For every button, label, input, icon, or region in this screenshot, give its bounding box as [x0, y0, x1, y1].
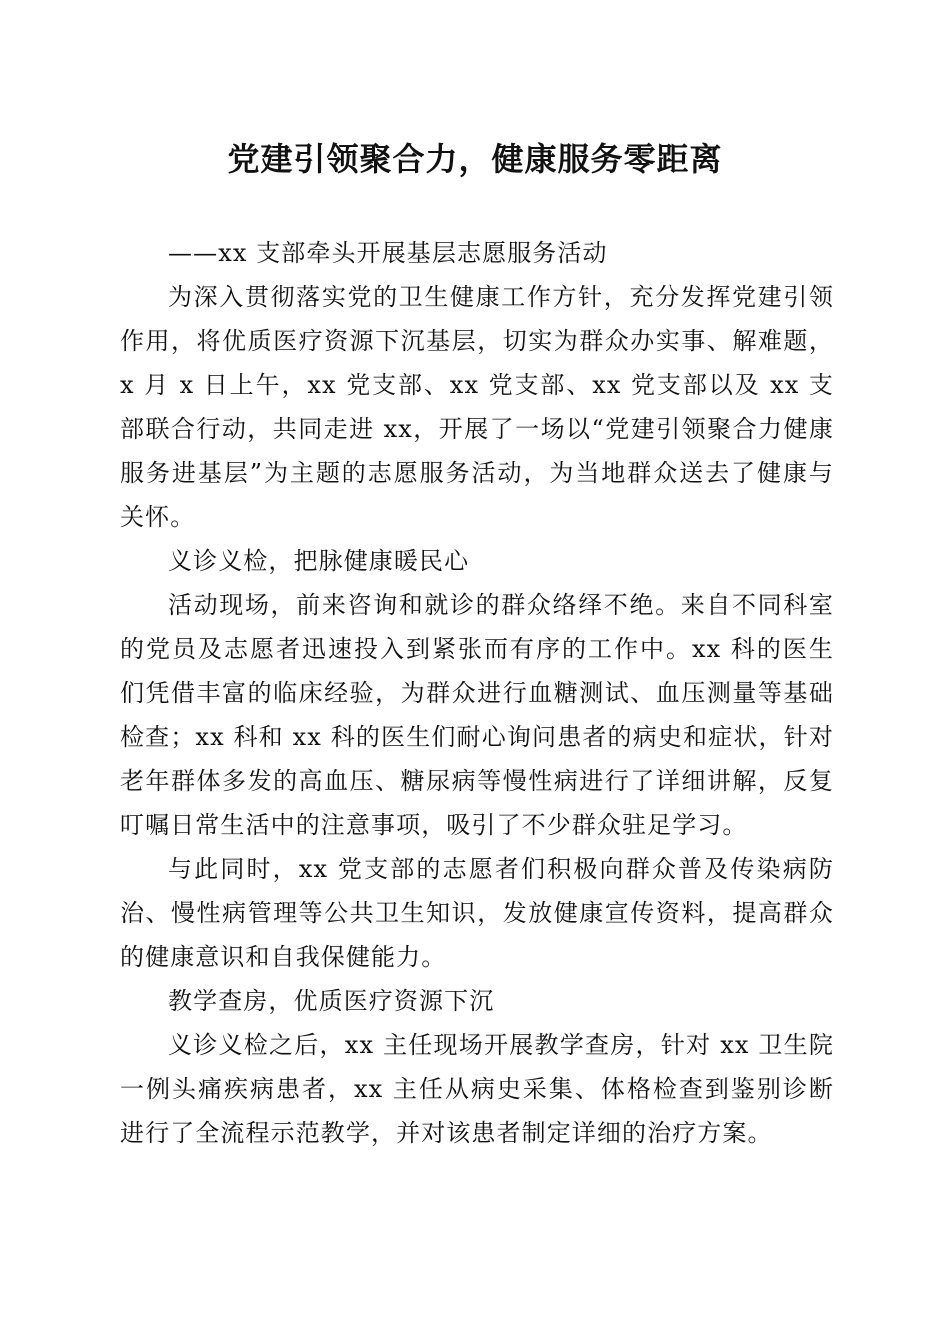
- document-body: [120, 231, 834, 1155]
- subtitle: ——xx 支部牵头开展基层志愿服务活动: [168, 239, 608, 267]
- paragraph-clinic-scene: 活动现场，前来咨询和就诊的群众络绎不绝。来自不同科室的党员及志愿者迅速投入到紧张而有序的工作中。xx 科的医生们凭借丰富的临床经验，为群众进行血糖测试、血压测量等基础检查；xx 科和 xx 科的医生们耐心询问患者的病史和症状，针对老年群体多发的高血压、糖尿病等慢性病进行了详细讲解，反复叮嘱日常生活中的注意事项，吸引了不少群众驻足学习。: [120, 591, 834, 839]
- paragraph-intro: 为深入贯彻落实党的卫生健康工作方针，充分发挥党建引领作用，将优质医疗资源下沉基层，切实为群众办实事、解难题，x 月 x 日上午，xx 党支部、xx 党支部、xx 党支部以及 xx 支部联合行动，共同走进 xx，开展了一场以“党建引领聚合力健康服务进基层”为主题的志愿服务活动，为当地群众送去了健康与关怀。: [120, 283, 834, 531]
- document-title: 党建引领聚合力，健康服务零距离: [227, 140, 723, 178]
- section-heading-free-clinic: 义诊义检，把脉健康暖民心: [168, 547, 470, 575]
- paragraph-health-education: 与此同时，xx 党支部的志愿者们积极向群众普及传染病防治、慢性病管理等公共卫生知识，发放健康宣传资料，提高群众的健康意识和自我保健能力。: [120, 855, 834, 971]
- section-heading-teaching-rounds: 教学查房，优质医疗资源下沉: [168, 987, 495, 1015]
- paragraph-teaching-rounds: 义诊义检之后，xx 主任现场开展教学查房，针对 xx 卫生院一例头痛疾病患者，xx 主任从病史采集、体格检查到鉴别诊断进行了全流程示范教学，并对该患者制定详细的治疗方案。: [120, 1031, 834, 1147]
